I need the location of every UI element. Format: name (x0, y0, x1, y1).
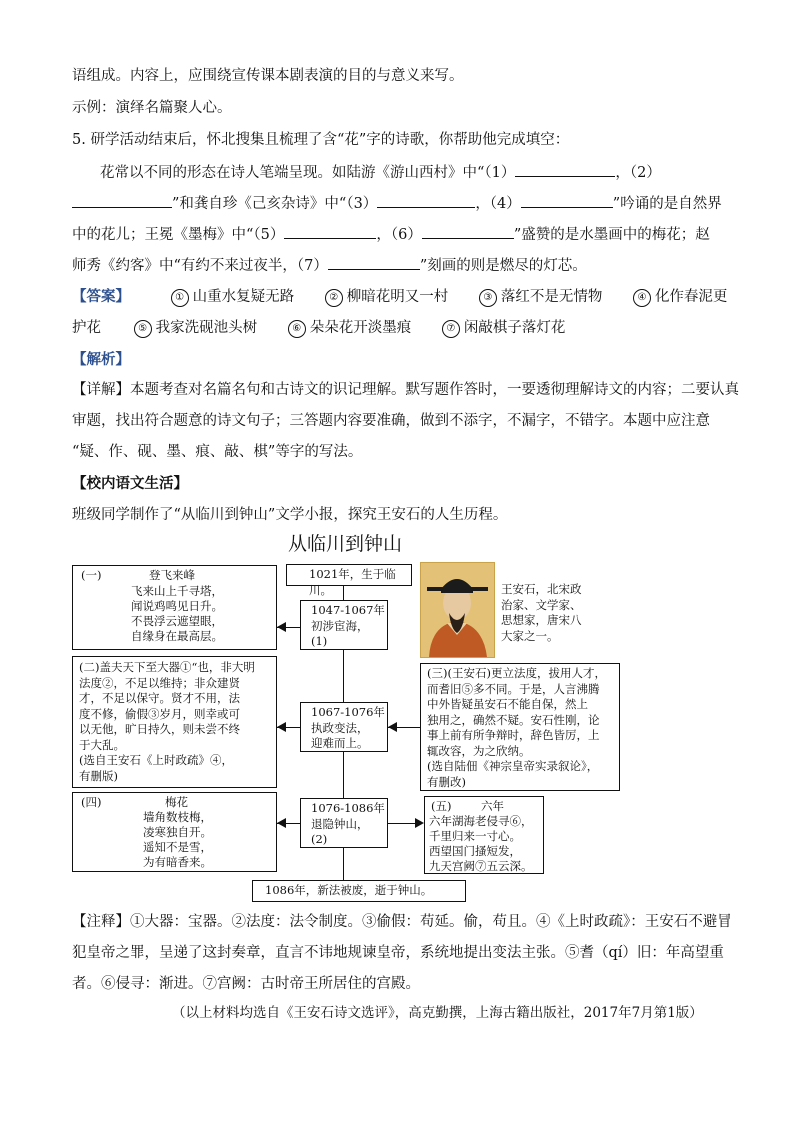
answer-number: ⑥ (288, 320, 306, 338)
birth-text: 1021年，生于临川。 (309, 567, 396, 597)
bio-line: 治家、文学家、 (501, 597, 582, 612)
portrait-image (420, 562, 495, 658)
q5-text: ，（6） (376, 227, 422, 243)
prose-line: 事上前有所争辩时，辞色皆厉，上 (427, 728, 600, 742)
poem-line: 六年湖海老侵寻⑥， (429, 814, 533, 828)
poem-line: 闻说鸡鸣见日升。 (131, 599, 223, 613)
poem-line: 千里归来一寸心。 (429, 829, 521, 843)
answer-label: 【答案】 (72, 288, 130, 305)
poem-line: 遥知不是雪， (143, 840, 212, 854)
q5-text: ”和龚自珍《己亥杂诗》中“（3） (172, 196, 378, 212)
notes-line-3: 者。⑥侵寻：渐进。⑦宫阙：古时帝王所居住的宫殿。 (72, 976, 420, 992)
q5-text: 师秀《约客》中“有约不来过夜半，（7） (72, 258, 328, 274)
poem-line: 凌寒独自开。 (143, 825, 212, 839)
section-title: 【校内语文生活】 (72, 475, 188, 492)
answer-text: 朵朵花开淡墨痕 (309, 320, 412, 336)
poem-line: 九天宫阙⑦五云深。 (429, 859, 533, 873)
poem-line: 墙角数枝梅， (143, 810, 212, 824)
stage-1-box (300, 600, 388, 650)
prose-line: 而耆旧⑤多不同。于是，人言沸腾 (427, 681, 600, 696)
answer-text: 护花 (72, 320, 101, 336)
diagram-title: 从临川到钟山 (288, 533, 403, 555)
prose-line: 法度②，不足以维持；非众建贤 (79, 675, 240, 690)
stage-text: 迎难而上。 (311, 736, 369, 750)
poem-line: 不畏浮云遮望眼， (131, 614, 223, 628)
answer-text: 落红不是无情物 (500, 289, 603, 305)
prose-line: (三)(王安石)更立法度，拔用人才， (427, 666, 606, 680)
arrow-left-icon (277, 818, 286, 828)
passage-2-box (72, 656, 277, 788)
intro-line: 语组成。内容上，应围绕宣传课本剧表演的目的与意义来写。 (72, 68, 464, 84)
stage-text: 1067-1076年 (311, 705, 385, 719)
q5-text: ”刻画的则是燃尽的灯芯。 (419, 258, 587, 274)
detail-line-2: 审题，找出符合题意的诗文句子；三答题内容要准确，做到不添字，不漏字，不错字。本题中应注意 (72, 413, 710, 429)
poem-line: 自缘身在最高层。 (131, 629, 223, 643)
prose-line: 中外皆疑虽安石不能自保，然上 (427, 697, 588, 711)
answer-number: ⑦ (442, 320, 460, 338)
q5-text: 花常以不同的形态在诗人笔端呈现。如陆游《游山西村》中“（1） (100, 165, 516, 181)
stage-3-box (300, 798, 388, 848)
answer-text: 化作春泥更 (654, 289, 728, 305)
poem-line: 为有暗香来。 (143, 855, 212, 869)
portrait-drawing (421, 563, 494, 657)
arrow-left-icon (388, 722, 397, 732)
prose-line: 有删版) (79, 768, 118, 783)
stage-text: 退隐钟山， (311, 816, 369, 831)
example-line: 示例：演绎名篇聚人心。 (72, 100, 232, 116)
passage-4-label: (四) (81, 795, 102, 809)
prose-line: 辄改容，为之欣纳。 (427, 743, 531, 758)
bio-line: 王安石，北宋政 (501, 582, 582, 596)
stage-blank[interactable]: (1) (311, 634, 328, 648)
q5-text: ”吟诵的是自然界 (612, 196, 722, 212)
passage-5-label: (五) (431, 799, 452, 813)
answer-text: 闲敲棋子落灯花 (463, 320, 566, 336)
notes-line-1: 【注释】①大器：宝器。②法度：法令制度。③偷假：苟延。偷，苟且。④《上时政疏》：王安石不避冒 (72, 914, 732, 930)
q5-text: ，（4） (475, 196, 521, 212)
q5-text: ，（2） (615, 165, 661, 181)
stage-blank[interactable]: (2) (311, 832, 328, 846)
prose-line: 独用之，确然不疑。安石性刚，论 (427, 712, 600, 727)
passage-5-box (424, 796, 544, 874)
passage-4-box (72, 792, 277, 872)
death-text: 1086年，新法被废，逝于钟山。 (265, 883, 433, 897)
q5-text: ”盛赞的是水墨画中的梅花；赵 (513, 227, 710, 243)
bio-line: 大家之一。 (501, 628, 559, 643)
poem-line: 西望国门搔短发， (429, 844, 521, 858)
passage-1-label: (一) (81, 568, 102, 582)
passage-4-title: 梅花 (165, 795, 188, 809)
passage-1-box (72, 565, 277, 650)
prose-line: 于大乱。 (79, 737, 125, 752)
poem-line: 飞来山上千寻塔， (131, 584, 223, 598)
passage-5-title: 六年 (481, 799, 504, 813)
answer-number: ④ (633, 289, 651, 307)
stage-text: 1047-1067年 (311, 603, 385, 617)
arrow-left-icon (277, 722, 286, 732)
answer-text: 山重水复疑无路 (192, 289, 295, 305)
prose-line: (选自陆佃《神宗皇帝实录叙论》， (427, 759, 599, 773)
detail-line-3: “疑、作、砚、墨、痕、敲、棋”等字的写法。 (72, 444, 363, 460)
bio-line: 思想家，唐宋八 (501, 613, 582, 627)
arrow-right-icon (415, 818, 424, 828)
analysis-label: 【解析】 (72, 351, 130, 368)
birth-box (286, 564, 412, 597)
answer-number: ⑤ (134, 320, 152, 338)
q5-text: 中的花儿；王冕《墨梅》中“（5） (72, 227, 285, 243)
answer-text: 柳暗花明又一村 (346, 289, 449, 305)
arrow-left-icon (277, 622, 286, 632)
stage-text: 1076-1086年 (311, 801, 385, 815)
prose-line: 度不修，偷假③岁月，则幸或可 (79, 706, 240, 721)
question-5-title: 5. 研学活动结束后，怀北搜集且梳理了含“花”字的诗歌，你帮助他完成填空： (72, 132, 570, 148)
stage-text: 执政变法， (311, 720, 369, 735)
detail-line-1: 【详解】本题考查对名篇名句和古诗文的识记理解。默写题作答时，一要透彻理解诗文的内容；二要认真 (72, 382, 739, 398)
prose-line: (选自王安石《上时政疏》④， (79, 753, 233, 767)
source-citation: （以上材料均选自《王安石诗文选评》，高克勤撰，上海古籍出版社，2017年7月第1版） (172, 1005, 703, 1021)
stage-text: 初涉宦海， (311, 618, 369, 633)
prose-line: 才，不足以保守。贤才不用，法 (79, 691, 240, 705)
notes-line-2: 犯皇帝之罪，呈递了这封奏章，直言不讳地规谏皇帝，系统地提出变法主张。⑤耆（qí）旧：年高望重 (72, 945, 724, 961)
answer-text: 我家洗砚池头树 (155, 320, 258, 336)
answer-number: ① (171, 289, 189, 307)
passage-3-box (420, 663, 620, 791)
answer-number: ② (325, 289, 343, 307)
passage-1-title: 登飞来峰 (149, 568, 195, 582)
stage-2-box (300, 702, 388, 752)
prose-line: 有删改) (427, 774, 466, 789)
section-intro: 班级同学制作了“从临川到钟山”文学小报，探究王安石的人生历程。 (72, 507, 508, 523)
prose-line: (二)盖夫天下至大器①“也，非大明 (79, 660, 255, 674)
connector (388, 823, 418, 824)
answer-number: ③ (479, 289, 497, 307)
prose-line: 以无他，旷日持久，则未尝不终 (79, 722, 240, 736)
death-box (252, 880, 466, 902)
bio-text (501, 582, 582, 644)
